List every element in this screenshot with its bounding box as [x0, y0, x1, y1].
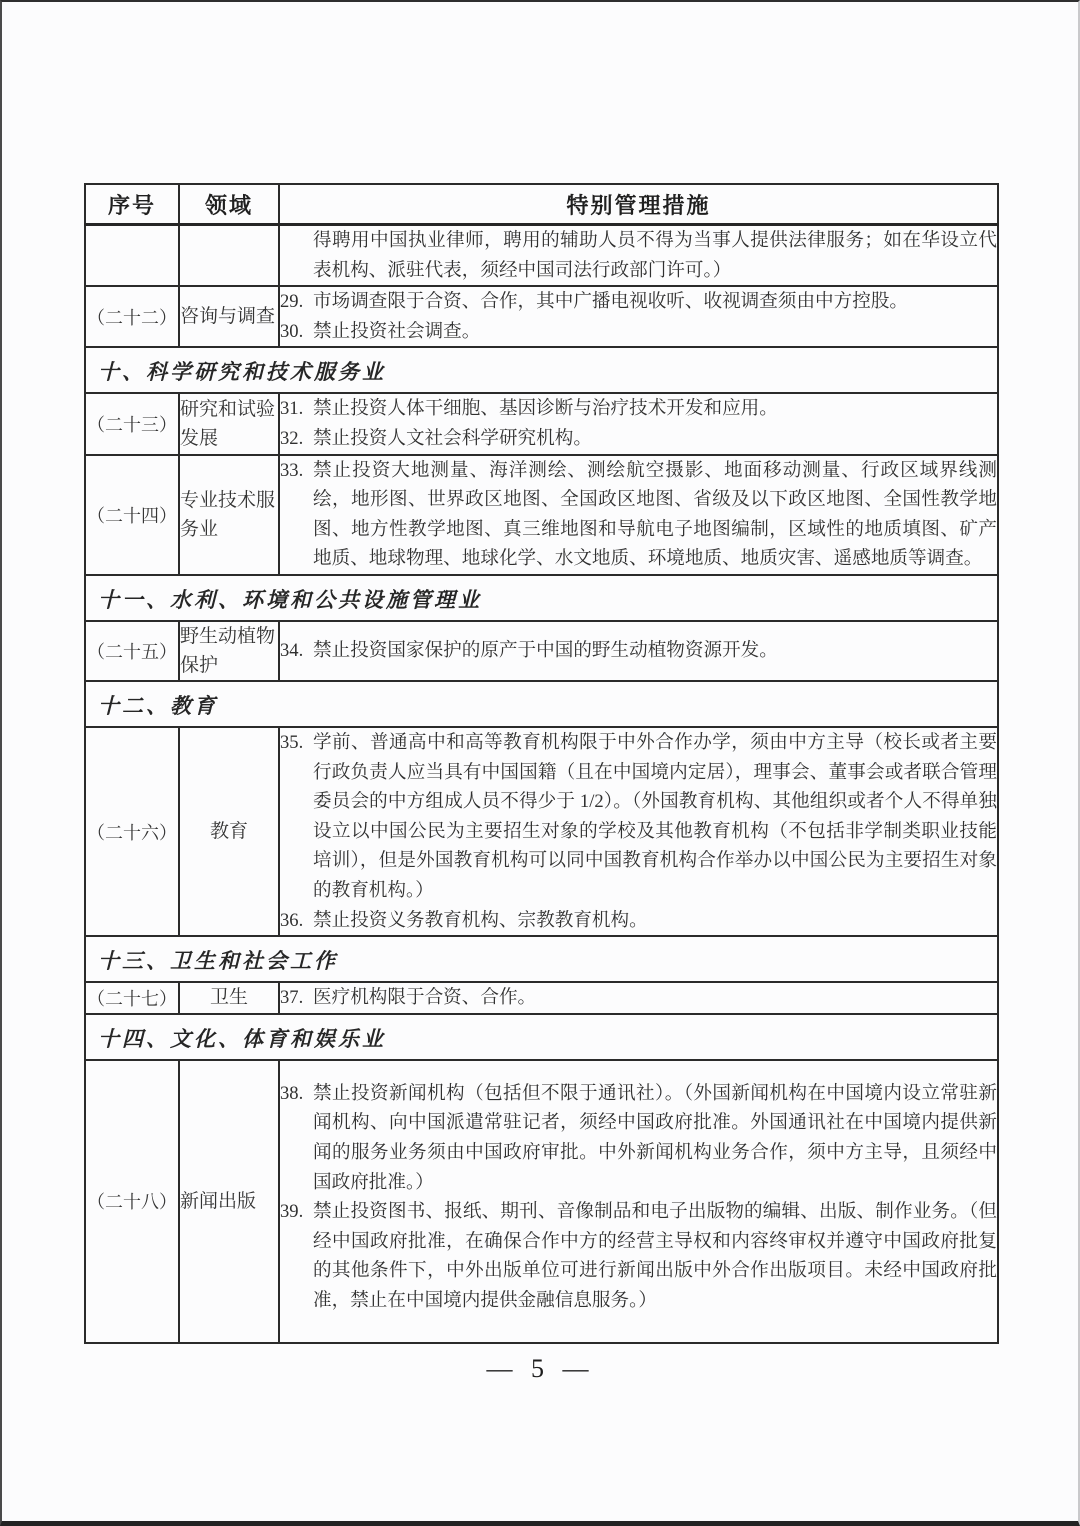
measure-item: [280, 456, 997, 574]
section-header-row: [85, 681, 998, 727]
item-text: 禁止投资人文社会科学研究机构。: [313, 427, 592, 449]
column-header-serial: 序号: [85, 184, 179, 225]
measure-item: [280, 394, 997, 424]
item-text: 市场调查限于合资、合作，其中广播电视收听、收视调查须由中方控股。: [313, 291, 909, 313]
measure-item: [280, 728, 997, 906]
serial-cell: （二十七）: [85, 982, 179, 1014]
measures-cell: [279, 982, 998, 1014]
item-text: 禁止投资国家保护的原产于中国的野生动植物资源开发。: [313, 640, 778, 662]
field-cell: 专业技术服务业: [179, 455, 279, 575]
item-text: 得聘用中国执业律师，聘用的辅助人员不得为当事人提供法律服务；如在华设立代表机构、派驻代表，须经中国司法行政部门许可。）: [313, 230, 997, 281]
measures-cell: [279, 621, 998, 681]
item-number: 30.: [280, 320, 304, 342]
negative-list-table: [84, 183, 999, 1344]
item-number: 39.: [280, 1201, 304, 1223]
item-text: 禁止投资人体干细胞、基因诊断与治疗技术开发和应用。: [313, 398, 778, 420]
item-number: 38.: [280, 1082, 304, 1104]
table-row: [85, 393, 998, 454]
section-header-row: [85, 347, 998, 393]
serial-cell: （二十五）: [85, 621, 179, 681]
serial-cell: （二十三）: [85, 393, 179, 454]
section-title: 十二、教育: [85, 681, 998, 727]
field-cell: 新闻出版: [179, 1060, 279, 1343]
item-text: 禁止投资义务教育机构、宗教教育机构。: [313, 909, 648, 931]
measure-item: [280, 317, 997, 347]
measure-item: [280, 636, 997, 666]
serial-cell: （二十八）: [85, 1060, 179, 1343]
measure-item: [280, 983, 997, 1013]
item-number: 36.: [280, 909, 304, 931]
section-title: 十三、卫生和社会工作: [85, 936, 998, 982]
item-text: 禁止投资大地测量、海洋测绘、测绘航空摄影、地面移动测量、行政区域界线测绘，地形图、世界政区地图、全国政区地图、省级及以下政区地图、全国性教学地图、地方性教学地图、真三维地图和导航电子地图编制，区域性的地质填图、矿产地质、地球物理、地球化学、水文地质、环境地质、地质灾害、遥感地质等调查。: [313, 459, 997, 570]
measures-cell: [279, 393, 998, 454]
section-header-row: [85, 1014, 998, 1060]
measure-item: [280, 1079, 997, 1197]
serial-cell: （二十六）: [85, 727, 179, 936]
field-cell: 教育: [179, 727, 279, 936]
item-text: 禁止投资新闻机构（包括但不限于通讯社）。（外国新闻机构在中国境内设立常驻新闻机构、向中国派遣常驻记者，须经中国政府批准。外国通讯社在中国境内提供新闻的服务业务须由中国政府审批。中外新闻机构业务合作，须中方主导，且须经中国政府批准。）: [313, 1082, 997, 1193]
page-number: — 5 —: [486, 1354, 595, 1383]
item-number: 31.: [280, 398, 304, 420]
serial-cell: （二十二）: [85, 286, 179, 347]
table-row: [85, 982, 998, 1014]
measure-item: [280, 287, 997, 317]
item-number: 33.: [280, 459, 304, 481]
table-row: [85, 621, 998, 681]
table-row: [85, 455, 998, 575]
item-number: 37.: [280, 987, 304, 1009]
measures-cell: [279, 1060, 998, 1343]
item-number: 35.: [280, 731, 304, 753]
serial-cell: （二十四）: [85, 455, 179, 575]
serial-cell: [85, 225, 179, 287]
item-number: 29.: [280, 291, 304, 313]
column-header-measures: 特别管理措施: [279, 184, 998, 225]
measure-item: [280, 1197, 997, 1315]
table-row: [85, 225, 998, 287]
table-row: [85, 727, 998, 936]
item-text: 禁止投资图书、报纸、期刊、音像制品和电子出版物的编辑、出版、制作业务。（但经中国政府批准，在确保合作中方的经营主导权和内容终审权并遵守中国政府批复的其他条件下，中外出版单位可进行新闻出版中外合作出版项目。未经中国政府批准，禁止在中国境内提供金融信息服务。）: [313, 1201, 997, 1311]
field-cell: 研究和试验发展: [179, 393, 279, 454]
table-row: [85, 286, 998, 347]
field-cell: 咨询与调查: [179, 286, 279, 347]
section-header-row: [85, 936, 998, 982]
measures-cell: [279, 727, 998, 936]
field-cell: 野生动植物保护: [179, 621, 279, 681]
document-page: [2, 2, 1078, 1521]
section-title: 十一、水利、环境和公共设施管理业: [85, 575, 998, 621]
measures-cell: [279, 225, 998, 287]
field-cell: [179, 225, 279, 287]
field-cell: 卫生: [179, 982, 279, 1014]
section-header-row: [85, 575, 998, 621]
measures-cell: [279, 286, 998, 347]
measure-item: [280, 226, 997, 285]
item-text: 禁止投资社会调查。: [313, 320, 481, 342]
table-header-row: [85, 184, 998, 225]
item-text: 学前、普通高中和高等教育机构限于中外合作办学，须由中方主导（校长或者主要行政负责人应当具有中国国籍（且在中国境内定居），理事会、董事会或者联合管理委员会的中方组成人员不得少于 1/2）。（外国教育机构、其他组织或者个人不得单独设立以中国公民为主要招生对象的学校及其他教育机构（不包括非学制类职业技能培训），但是外国教育机构可以同中国教育机构合作举办以中国公民为主要招生对象的教育机构。）: [313, 731, 997, 901]
section-title: 十四、文化、体育和娱乐业: [85, 1014, 998, 1060]
item-text: 医疗机构限于合资、合作。: [313, 987, 537, 1009]
measures-cell: [279, 455, 998, 575]
item-number: 32.: [280, 427, 304, 449]
measure-item: [280, 906, 997, 936]
item-number: 34.: [280, 640, 304, 662]
measure-item: [280, 424, 997, 454]
section-title: 十、科学研究和技术服务业: [85, 347, 998, 393]
table-row: [85, 1060, 998, 1343]
column-header-field: 领域: [179, 184, 279, 225]
